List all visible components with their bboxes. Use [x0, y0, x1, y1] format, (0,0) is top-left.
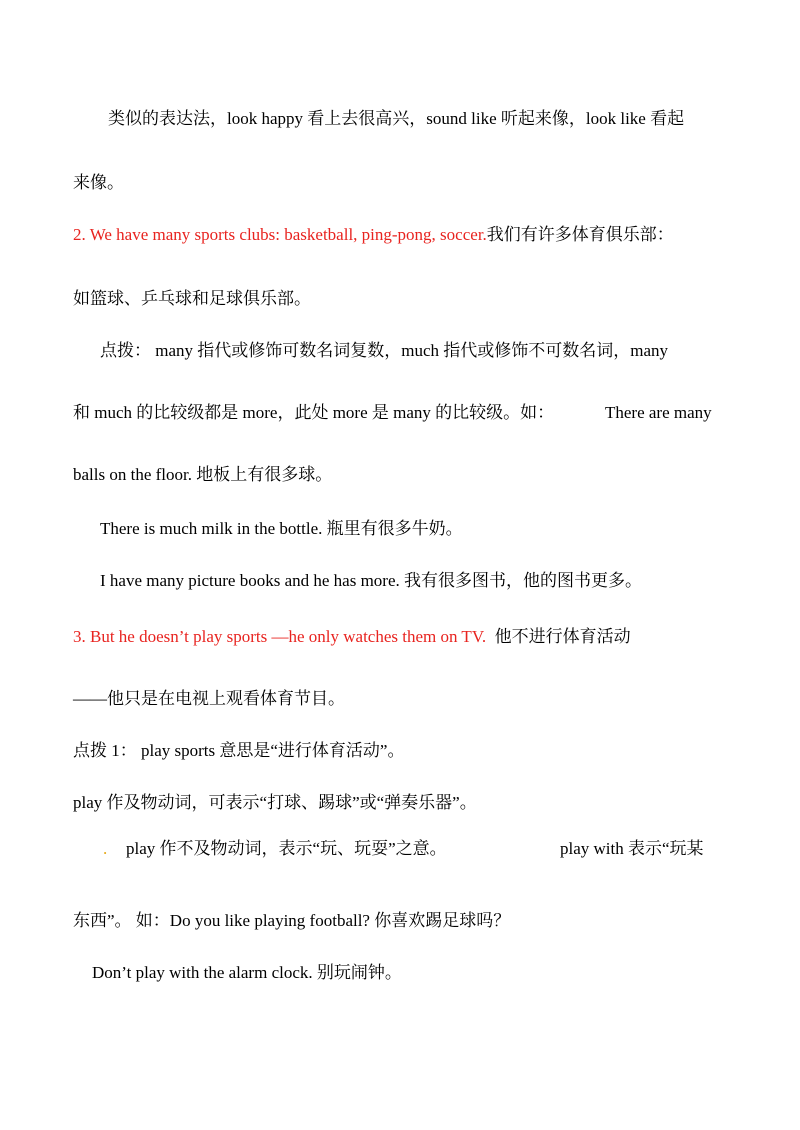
- example-heading-2: [73, 224, 674, 246]
- text-line: I have many picture books and he has more. 我有很多图书，他的图书更多。: [100, 571, 643, 590]
- example-heading-3: [73, 626, 631, 648]
- text-line: 和 much 的比较级都是 more，此处 more 是 many 的比较级。如：: [73, 403, 555, 422]
- text-line: There are many: [605, 403, 712, 422]
- example-sentence-chinese: 我们有许多体育俱乐部：: [486, 225, 674, 244]
- text-line: 点拨 1： play sports 意思是“进行体育活动”。: [73, 741, 405, 760]
- text-line: ——他只是在电视上观看体育节目。: [73, 689, 345, 708]
- example-sentence-english: 3. But he doesn’t play sports —he only watches them on TV.: [73, 627, 487, 646]
- text-line: There is much milk in the bottle. 瓶里有很多牛奶。: [100, 519, 463, 538]
- text-line: 点拨： many 指代或修饰可数名词复数，much 指代或修饰不可数名词，many: [100, 341, 669, 360]
- list-marker: .: [103, 839, 108, 858]
- text-line: 来像。: [73, 173, 124, 192]
- text-line: play 作及物动词，可表示“打球、踢球”或“弹奏乐器”。: [73, 793, 477, 812]
- text-line: balls on the floor. 地板上有很多球。: [73, 465, 333, 484]
- text-line: 东西”。 如：Do you like playing football? 你喜欢踢足球吗？: [73, 911, 511, 930]
- text-line: Don’t play with the alarm clock. 别玩闹钟。: [92, 963, 402, 982]
- text-line: 类似的表达法，look happy 看上去很高兴，sound like 听起来像，look like 看起: [108, 109, 685, 128]
- example-sentence-english: 2. We have many sports clubs: basketball, ping-pong, soccer.: [73, 225, 487, 244]
- text-line: play with 表示“玩某: [560, 839, 704, 858]
- text-line: 如篮球、乒乓球和足球俱乐部。: [73, 289, 311, 308]
- text-line: play 作不及物动词，表示“玩、玩耍”之意。: [126, 839, 447, 858]
- example-sentence-chinese: 他不进行体育活动: [494, 627, 631, 646]
